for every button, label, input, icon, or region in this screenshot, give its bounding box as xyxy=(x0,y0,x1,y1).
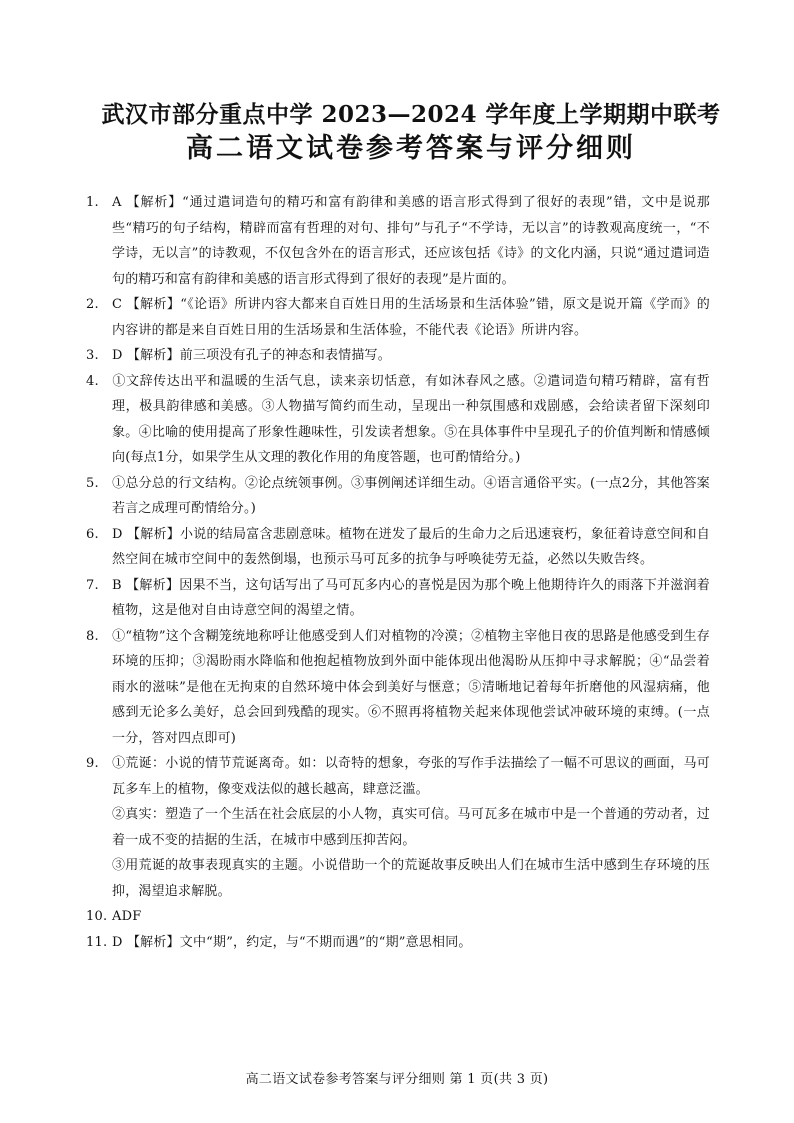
item-text: ①总分总的行文结构。②论点统领事例。③事例阐述详细生动。④语言通俗平实。(一点2分，其他答案若言之成理可酌情给分。) xyxy=(112,475,710,516)
item-paragraph: ②真实：塑造了一个生活在社会底层的小人物，真实可信。马可瓦多在城市中是一个普通的劳动者，过着一成不变的拮据的生活，在城市中感到压抑苦闷。 xyxy=(112,807,710,848)
item-number: 11. xyxy=(86,934,108,950)
item-text: ①荒诞：小说的情节荒诞离奇。如：以奇特的想象，夸张的写作手法描绘了一幅不可思议的画面，马可瓦多车上的植物，像变戏法似的越长越高，肆意泛滥。 xyxy=(112,756,710,797)
item-text: A 【解析】“通过遣词造句的精巧和富有韵律和美感的语言形式得到了很好的表现”错，文中是说那些“精巧的句子结构，精辟而富有哲理的对句、排句”与孔子“不学诗，无以言”的诗教观高度统一，“不学诗，无以言”的诗教观，不仅包含外在的语言形式，还应该包括《诗》的文化内涵，只说“通过遣词造句的精巧和富有韵律和美感的语言形式得到了很好的表现”是片面的。 xyxy=(112,195,710,287)
item-number: 3. xyxy=(86,348,99,363)
answer-item-8 xyxy=(86,624,710,752)
item-paragraph: ③用荒诞的故事表现真实的主题。小说借助一个的荒诞故事反映出人们在城市生活中感到生存环境的压抑，渴望追求解脱。 xyxy=(112,858,710,899)
item-number: 7. xyxy=(86,577,99,593)
answer-item-5 xyxy=(86,471,710,522)
item-number: 9. xyxy=(86,756,99,771)
answer-item-11 xyxy=(86,930,710,956)
answer-item-1 xyxy=(86,190,710,292)
item-paragraph xyxy=(86,751,710,802)
item-number: 8. xyxy=(86,628,99,644)
answer-item-4 xyxy=(86,369,710,471)
item-text: ①“植物”这个含糊笼统地称呼让他感受到人们对植物的冷漠；②植物主宰他日夜的思路是他感受到生存环境的压抑；③渴盼雨水降临和他抱起植物放到外面中能体现出他渴盼从压抑中寻求解脱；④“品尝着雨水的滋味”是他在无拘束的自然环境中体会到美好与惬意；⑤清晰地记着每年折磨他的风湿病痛，他感到无论多么美好，总会回到残酷的现实。⑥不照再将植物关起来体现他尝试冲破环境的束缚。(一点一分，答对四点即可) xyxy=(112,628,710,746)
item-text: D 【解析】文中“期”，约定，与“不期而遇”的“期”意思相同。 xyxy=(112,934,472,950)
exam-title: 武汉市部分重点中学 2023—2024 学年度上学期期中联考 xyxy=(101,101,721,128)
item-text: ①文辞传达出平和温暖的生活气息，读来亲切恬意，有如沐春风之感。②遣词造句精巧精辟，富有哲理，极具韵律感和美感。③人物描写简约而生动，呈现出一种氛围感和戏剧感，会给读者留下深刻印象。④比喻的使用提高了形象性趣味性，引发读者想象。⑤在具体事件中呈现孔子的价值判断和情感倾向(每点1分，如果学生从文理的教化作用的角度答题，也可酌情给分。) xyxy=(112,373,710,465)
page-footer: 高二语文试卷参考答案与评分细则 第 1 页(共 3 页) xyxy=(245,1072,549,1087)
item-number: 10. xyxy=(86,909,108,924)
item-number: 6. xyxy=(86,526,99,542)
answer-item-7 xyxy=(86,573,710,624)
item-text: B 【解析】因果不当，这句话写出了马可瓦多内心的喜悦是因为那个晚上他期待许久的雨落下并滋润着植物，这是他对自由诗意空间的渴望之情。 xyxy=(112,577,710,618)
answer-item-6 xyxy=(86,522,710,573)
item-number: 5. xyxy=(86,475,99,491)
answer-item-2 xyxy=(86,292,710,343)
answer-item-9 xyxy=(86,751,710,904)
item-text: D 【解析】前三项没有孔子的神态和表情描写。 xyxy=(112,348,391,363)
document-title: 高二语文试卷参考答案与评分细则 xyxy=(186,133,636,164)
item-text: D 【解析】小说的结局富含悲剧意味。植物在迸发了最后的生命力之后迅速衰朽，象征着诗意空间和自然空间在城市空间中的轰然倒塌，也预示马可瓦多的抗争与呼唤徒劳无益，必然以失败告终。 xyxy=(112,526,710,567)
item-number: 1. xyxy=(86,195,99,210)
item-number: 4. xyxy=(86,373,99,389)
answer-list xyxy=(86,190,710,955)
item-text: ADF xyxy=(112,909,142,924)
answer-item-10 xyxy=(86,904,710,930)
answer-item-3 xyxy=(86,343,710,369)
item-number: 2. xyxy=(86,297,99,312)
item-text: C 【解析】“《论语》所讲内容大都来自百姓日用的生活场景和生活体验”错，原文是说开篇《学而》的内容讲的都是来自百姓日用的生活场景和生活体验，不能代表《论语》所讲内容。 xyxy=(112,297,710,338)
